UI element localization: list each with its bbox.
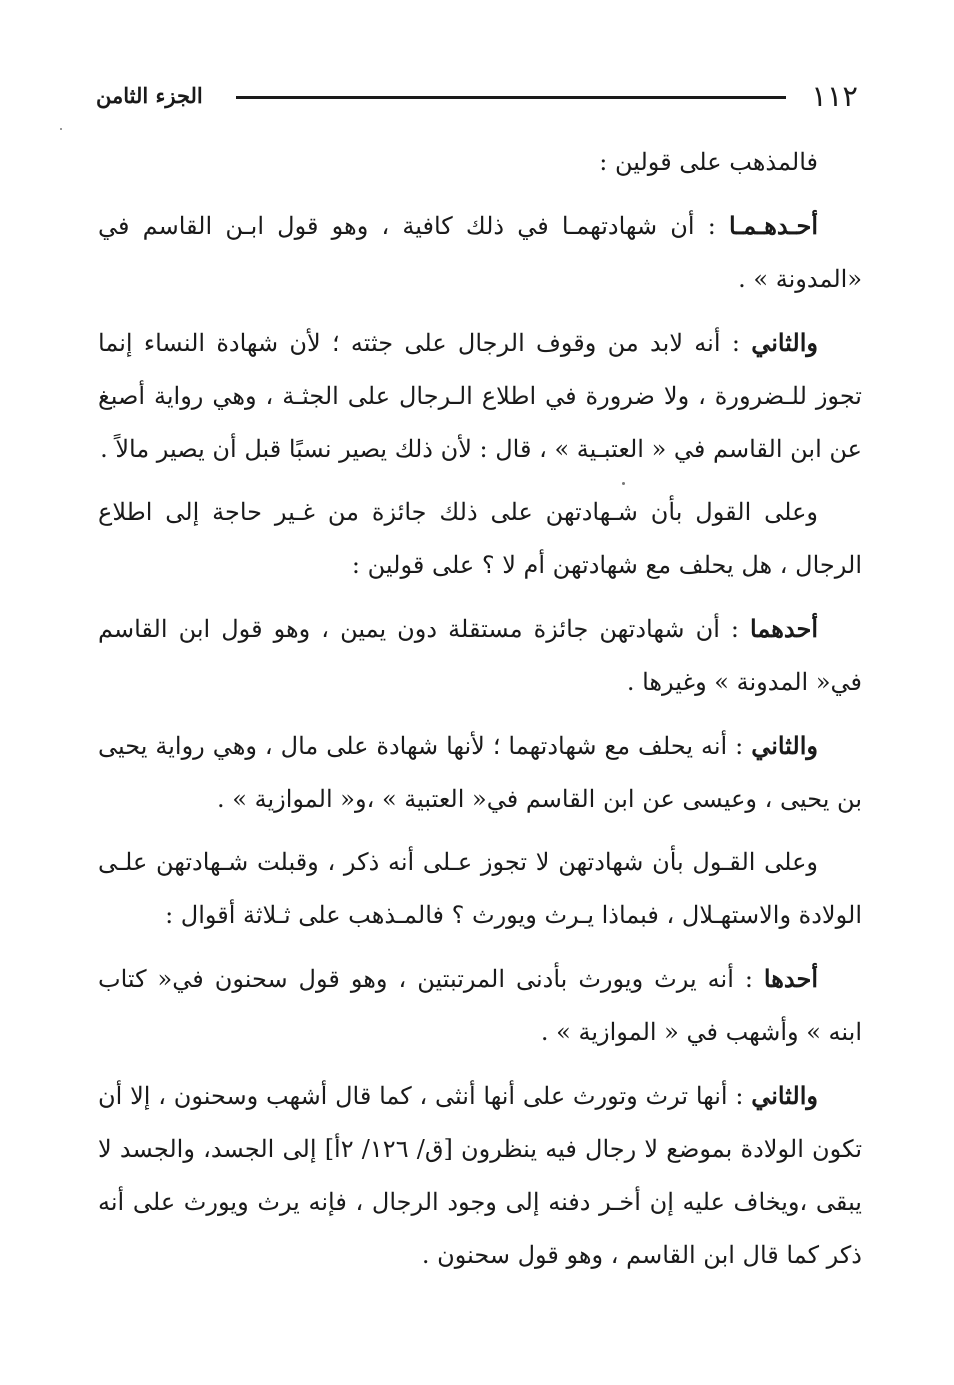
paragraph-text: : أن شهادتهن جائزة مستقلة دون يمين ، وهو قول ابن القاسم في« المدونة » وغيرها . [98, 615, 862, 696]
paragraph-text: فالمذهب على قولين : [599, 148, 818, 176]
paragraph [98, 136, 862, 189]
paragraph-lead: أحدهما [750, 614, 818, 643]
paragraph [98, 719, 862, 826]
paragraph-lead: أحدها [763, 964, 818, 993]
paragraph-text: : أنه يرث ويورث بأدنى المرتبتين ، وهو قول سحنون في« كتاب ابنه » وأشهب في « الموازية » . [98, 965, 862, 1046]
paragraph-lead: أحـدهـمـا [728, 211, 818, 240]
paragraph [98, 1069, 862, 1282]
scan-speck [622, 482, 625, 485]
paragraph [98, 602, 862, 709]
body-text [98, 136, 862, 1292]
header-rule [236, 96, 786, 99]
paragraph-text: وعلى القول بأن شـهادتهن على ذلك جائزة من غـير حاجة إلى اطلاع الرجال ، هل يحلف مع شهادتهن أم لا ؟ على قولين : [98, 498, 862, 579]
page-number: ١١٢ [811, 79, 858, 113]
running-title: الجزء الثامن [96, 83, 203, 108]
paragraph [98, 199, 862, 306]
paragraph-lead: والثاني [751, 328, 818, 357]
paragraph [98, 836, 862, 942]
paragraph-text: وعلى القـول بأن شهادتهن لا تجوز عـلى أنه ذكر ، وقبلت شـهادتهن علـى الولادة والاستهـلال ، فبماذا يـرث ويورث ؟ فالمـذهب على ثـلاثة أقوال : [98, 848, 862, 929]
paragraph-text: : أنه يحلف مع شهادتهما ؛ لأنها شهادة على مال ، وهي رواية يحيى بن يحيى ، وعيسى عن ابن القاسم في« العتبية » ،و« الموازية » . [98, 732, 862, 813]
scan-speck [60, 128, 62, 130]
paragraph [98, 486, 862, 592]
paragraph [98, 952, 862, 1059]
paragraph-lead: والثاني [751, 731, 818, 760]
paragraph-text: : أنه لابد من وقوف الرجال على جثته ؛ لأن شهادة النساء إنما تجوز للـضرورة ، ولا ضرورة في اطلاع الـرجال على الجثـة ، وهي رواية أصبغ عن ابن القاسم في « العتبـية » ، قال : لأن ذلك يصير نسبًا قبل أن يصير مالاً . [98, 329, 862, 463]
paragraph [98, 316, 862, 476]
paragraph-text: : أنها ترث وتورث على أنها أنثى ، كما قال أشهب وسحنون ، إلا أن تكون الولادة بموضع لا رجال فيه ينظرون [ق/ ١٢٦/ ٢أ] إلى الجسد، والجسد لا يبقى ،ويخاف عليه إن أخـر دفنه إلى وجود الرجال ، فإنه يرث ويورث على أنه ذكر كما قال ابن القاسم ، وهو قول سحنون . [98, 1082, 863, 1269]
page-header [96, 76, 858, 116]
paragraph-text: : أن شهادتهمـا في ذلك كافية ، وهو قول ابـن القاسم في «المدونة » . [98, 212, 862, 293]
paragraph-lead: والثاني [751, 1081, 818, 1110]
